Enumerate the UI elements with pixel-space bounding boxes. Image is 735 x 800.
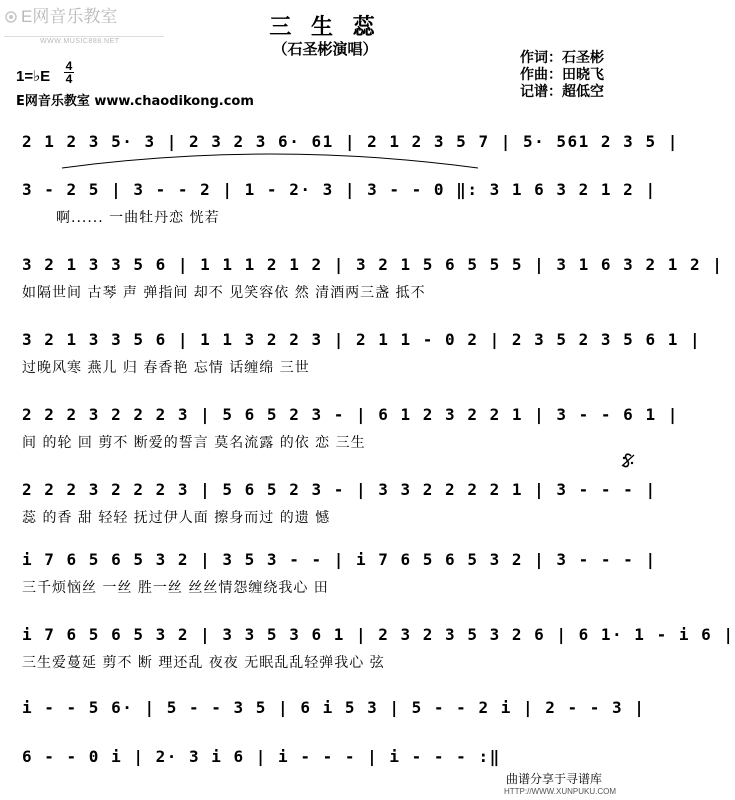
watermark-brand-text: E网音乐教室 [21, 7, 118, 26]
transcriber-credit: 记谱：超低空 [520, 84, 604, 100]
lyric-row-6: 蕊 的香 甜 轻轻 抚过伊人面 擦身而过 的遗 憾 [22, 510, 331, 526]
time-signature-top: 4 [65, 59, 73, 73]
lyric-row-5: 间 的轮 回 剪不 断爱的誓言 莫名流露 的依 恋 三生 [22, 435, 366, 451]
footer-url: HTTP://WWW.XUNPUKU.COM [504, 787, 616, 796]
notation-row-5: 2 2 2 3 2 2 2 3 | 5 6 5 2 3 - | 6 1 2 3 2 2 1 | 3 - - 6 1 | [22, 405, 679, 424]
notation-row-7: i 7 6 5 6 5 3 2 | 3 5 3 - - | i 7 6 5 6 5 3 2 | 3 - - - | [22, 550, 657, 569]
lyric-row-8: 三生爱蔓延 剪不 断 理还乱 夜夜 无眠乱乱轻弹我心 弦 [22, 655, 385, 671]
watermark-site: WWW.MUSIC888.NET [40, 38, 120, 45]
phrase-slur [60, 150, 480, 174]
notation-row-6: 2 2 2 3 2 2 2 3 | 5 6 5 2 3 - | 3 3 2 2 2 2 1 | 3 - - - | [22, 480, 657, 499]
notation-row-10: 6 - - 0 i | 2· 3 i 6 | i - - - | i - - - :‖ [22, 747, 501, 766]
time-signature-bottom: 4 [65, 72, 73, 86]
song-title: 三 生 蕊 [269, 15, 381, 40]
notation-row-1: 2 1 2 3 5· 3 | 2 3 2 3 6· 61 | 2 1 2 3 5 7 | 5· 561 2 3 5 | [22, 132, 679, 151]
song-subtitle: （石圣彬演唱） [272, 40, 378, 58]
composer-credit: 作曲：田晓飞 [520, 67, 604, 83]
site-credit: E网音乐教室 www.chaodikong.com [16, 94, 254, 109]
key-signature: 1=♭E [16, 68, 51, 85]
notation-row-4: 3 2 1 3 3 5 6 | 1 1 3 2 2 3 | 2 1 1 - 0 2 | 2 3 5 2 3 5 6 1 | [22, 330, 702, 349]
lyricist-credit: 作词：石圣彬 [520, 50, 604, 66]
lyric-row-4: 过晚风寒 燕儿 归 春香艳 忘情 话缠绵 三世 [22, 360, 310, 376]
footer-share-text: 曲谱分享于寻谱库 [506, 772, 603, 786]
lyric-row-7: 三千烦恼丝 一丝 胜一丝 丝丝情怨缠绕我心 田 [22, 580, 329, 596]
lyric-row-2: 啊...... 一曲牡丹恋 恍若 [56, 210, 220, 226]
segno-icon [620, 452, 636, 470]
notation-row-8: i 7 6 5 6 5 3 2 | 3 3 5 3 6 1 | 2 3 2 3 5 3 2 6 | 6 1· 1 - i 6 | [22, 625, 735, 644]
notation-row-2: 3 - 2 5 | 3 - - 2 | 1 - 2· 3 | 3 - - 0 ‖: 3 1 6 3 2 1 2 | [22, 180, 657, 199]
notation-row-3: 3 2 1 3 3 5 6 | 1 1 1 2 1 2 | 3 2 1 5 6 5 5 5 | 3 1 6 3 2 1 2 | [22, 255, 724, 274]
time-signature [64, 60, 74, 85]
lyric-row-3: 如隔世间 古琴 声 弹指间 却不 见笑容依 然 清酒两三盏 抵不 [22, 285, 426, 301]
notation-row-9: i - - 5 6· | 5 - - 3 5 | 6 i 5 3 | 5 - - 2 i | 2 - - 3 | [22, 698, 646, 717]
